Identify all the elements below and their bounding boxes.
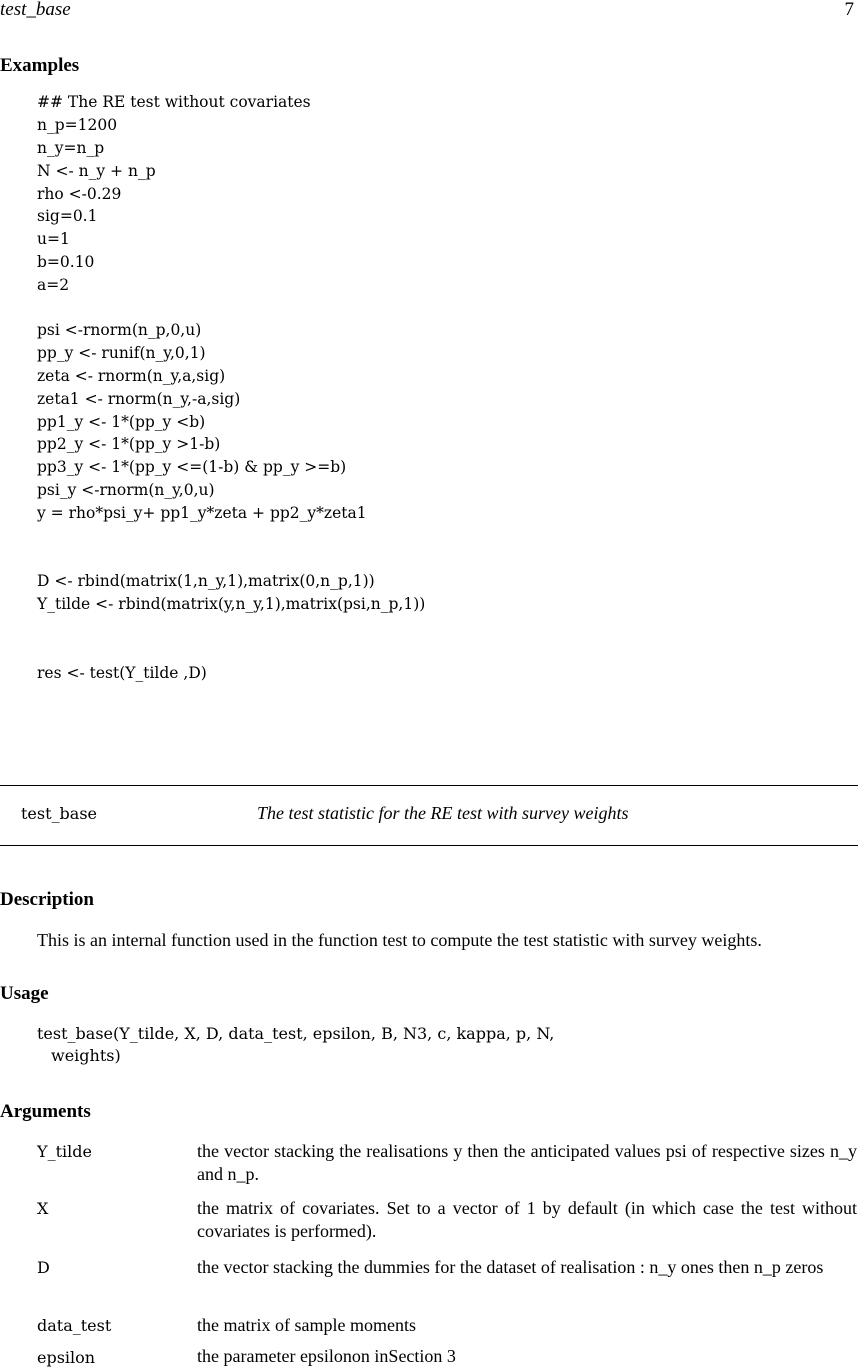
code-line: sig=0.1 <box>37 207 98 226</box>
running-header-title: test_base <box>0 0 71 20</box>
description-text: This is an internal function used in the function test to compute the test statistic with survey weights. <box>37 930 762 950</box>
argument-desc-epsilon: the parameter epsilonon inSection 3 <box>197 1346 456 1366</box>
usage-line: weights) <box>51 1046 121 1065</box>
page-number: 7 <box>844 0 854 20</box>
argument-desc-d: the vector stacking the dummies for the dataset of realisation : n_y ones then n_p zeros <box>197 1257 824 1277</box>
argument-name-y-tilde: Y_tilde <box>37 1142 92 1161</box>
argument-desc-x: the matrix of covariates. Set to a vector of 1 by default (in which case the test without covariates is performed). <box>197 1198 857 1241</box>
code-line: zeta1 <- rnorm(n_y,-a,sig) <box>37 389 241 408</box>
code-block-test-call <box>37 662 207 685</box>
code-line: u=1 <box>37 230 70 249</box>
code-block-simulation <box>37 319 367 525</box>
arguments-heading: Arguments <box>0 1101 91 1122</box>
divider-bottom <box>0 845 858 846</box>
divider-top <box>0 785 858 786</box>
code-line: Y_tilde <- rbind(matrix(y,n_y,1),matrix(psi,n_p,1)) <box>37 594 426 613</box>
function-name: test_base <box>21 804 97 823</box>
argument-name-x: X <box>37 1199 49 1218</box>
code-line: D <- rbind(matrix(1,n_y,1),matrix(0,n_p,1)) <box>37 572 375 590</box>
code-line: zeta <- rnorm(n_y,a,sig) <box>37 366 226 385</box>
examples-heading: Examples <box>0 55 80 76</box>
code-line: ## The RE test without covariates <box>37 93 311 111</box>
code-line: pp3_y <- 1*(pp_y <=(1-b) & pp_y >=b) <box>37 458 347 477</box>
code-line: psi <-rnorm(n_p,0,u) <box>37 321 202 339</box>
argument-name-d: D <box>37 1258 50 1277</box>
usage-signature <box>37 1023 554 1067</box>
code-line: n_y=n_p <box>37 138 105 157</box>
usage-line: test_base(Y_tilde, X, D, data_test, epsilon, B, N3, c, kappa, p, N, <box>37 1024 555 1043</box>
code-block-setup <box>37 91 311 297</box>
code-line: res <- test(Y_tilde ,D) <box>37 664 207 682</box>
code-block-stacking <box>37 570 425 616</box>
code-line: b=0.10 <box>37 253 95 272</box>
code-line: n_p=1200 <box>37 115 118 134</box>
code-line: rho <-0.29 <box>37 184 122 203</box>
code-line: N <- n_y + n_p <box>37 161 156 180</box>
function-title: The test statistic for the RE test with survey weights <box>257 803 629 823</box>
argument-desc-data-test: the matrix of sample moments <box>197 1315 416 1335</box>
argument-name-epsilon: epsilon <box>37 1348 96 1367</box>
code-line: psi_y <-rnorm(n_y,0,u) <box>37 481 215 500</box>
code-line: pp2_y <- 1*(pp_y >1-b) <box>37 435 221 454</box>
code-line: pp1_y <- 1*(pp_y <b) <box>37 412 206 431</box>
usage-heading: Usage <box>0 983 49 1004</box>
argument-desc-y-tilde: the vector stacking the realisations y then the anticipated values psi of respective sizes n_y and n_p. <box>197 1141 857 1184</box>
argument-name-data-test: data_test <box>37 1316 112 1335</box>
code-line: pp_y <- runif(n_y,0,1) <box>37 343 206 362</box>
description-heading: Description <box>0 889 94 910</box>
code-line: y = rho*psi_y+ pp1_y*zeta + pp2_y*zeta1 <box>37 504 367 523</box>
code-line: a=2 <box>37 276 70 295</box>
